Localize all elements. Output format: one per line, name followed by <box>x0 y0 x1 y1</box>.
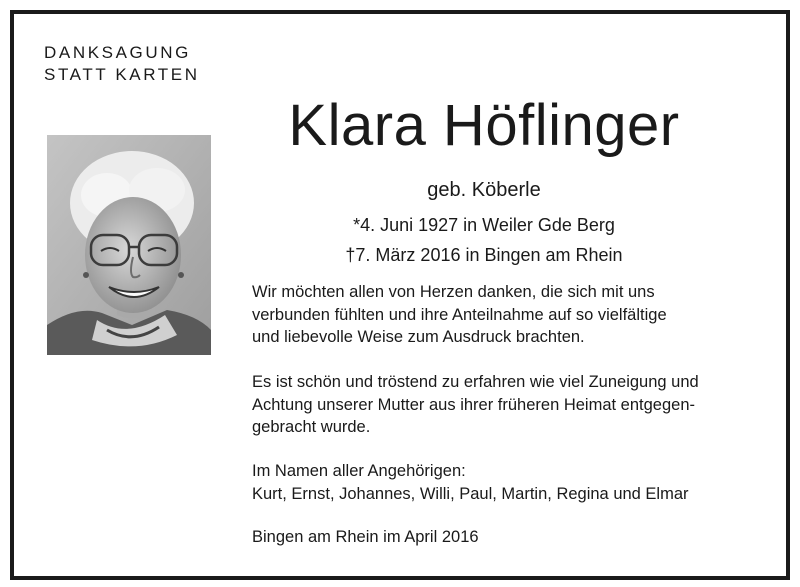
deceased-name: Klara Höflinger <box>288 93 680 158</box>
heading-line-2: STATT KARTEN <box>44 65 200 84</box>
comfort-paragraph <box>252 371 762 439</box>
death-date: †7. März 2016 in Bingen am Rhein <box>345 245 623 265</box>
birth-date: *4. Juni 1927 in Weiler Gde Berg <box>353 215 615 235</box>
text-line: verbunden fühlten und ihre Anteilnahme auf so vielfältige <box>252 305 667 324</box>
text-line: und liebevolle Weise zum Ausdruck brachten. <box>252 328 585 346</box>
portrait-photo <box>47 135 211 355</box>
notice-heading <box>44 42 200 86</box>
text-line: Es ist schön und tröstend zu erfahren wie viel Zuneigung und <box>252 373 699 391</box>
text-line: Kurt, Ernst, Johannes, Willi, Paul, Martin, Regina und Elmar <box>252 484 689 503</box>
text-line: Achtung unserer Mutter aus ihrer früheren Heimat entgegen- <box>252 395 695 414</box>
thanks-paragraph <box>252 281 762 349</box>
notice-frame <box>10 10 790 580</box>
heading-line-1: DANKSAGUNG <box>44 43 191 62</box>
portrait-image <box>47 135 211 355</box>
born-name: geb. Köberle <box>427 179 541 201</box>
life-dates <box>214 210 754 270</box>
signatories-paragraph <box>252 460 762 505</box>
text-line: gebracht wurde. <box>252 418 371 436</box>
place-date-line: Bingen am Rhein im April 2016 <box>252 528 479 546</box>
text-line: Wir möchten allen von Herzen danken, die sich mit uns <box>252 283 655 301</box>
text-line: Im Namen aller Angehörigen: <box>252 462 466 480</box>
